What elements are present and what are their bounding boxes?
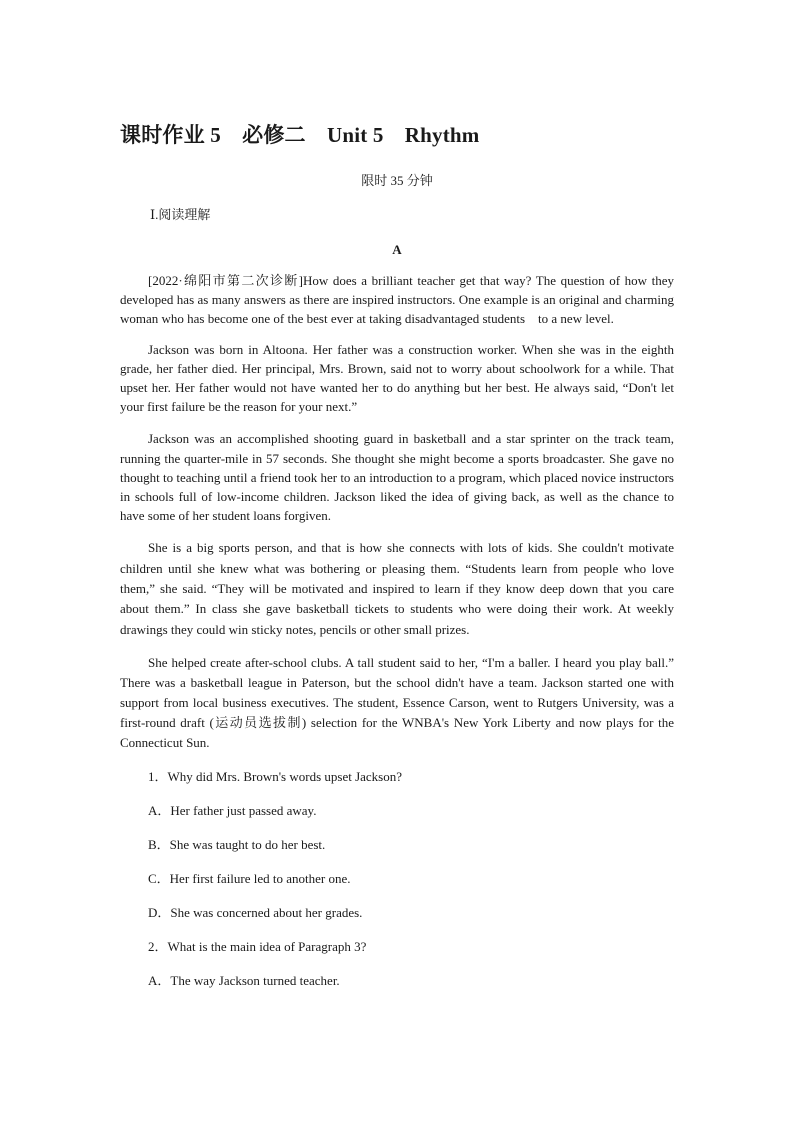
question-1-option-c: C．Her first failure led to another one. bbox=[148, 870, 351, 886]
paragraph-5: She helped create after-school clubs. A tall student said to her, “I'm a baller. I heard you play ball.” There was a basketball league in Paterson, but the school didn't have a team. Jackson started one with support from local business executives. The student, Essence Carson, went to Rutgers University, was a first-round draft (运动员选拔制) selection for the WNBA's New York Liberty and now plays for the Connecticut Sun. bbox=[120, 654, 674, 750]
time-limit: 限时 35 分钟 bbox=[361, 173, 433, 188]
question-1-option-d: D．She was concerned about her grades. bbox=[148, 904, 363, 920]
question-2-option-a: A．The way Jackson turned teacher. bbox=[148, 972, 340, 988]
paragraph-4: She is a big sports person, and that is how she connects with lots of kids. She couldn't motivate children until she knew what was bothering or pleasing them. “Students learn from people who love them,” she said. “They will be motivated and inspired to learn if they know deep down that you care about them.” In class she gave basketball tickets to students who were doing their work. At weekly drawings they could win sticky notes, pencils or other small prizes. bbox=[120, 540, 674, 637]
page-title: 课时作业 5 必修二 Unit 5 Rhythm bbox=[120, 123, 480, 147]
paragraph-2: Jackson was born in Altoona. Her father was a construction worker. When she was in the eighth grade, her father died. Her principal, Mrs. Brown, said not to worry about schoolwork for a while. That upset her. Her father would not have wanted her to do anything but her best. He always said, “Don't let your first failure be the reason for your next.” bbox=[120, 341, 674, 415]
question-1-option-a: A．Her father just passed away. bbox=[148, 802, 317, 818]
paragraph-1: [2022·绵阳市第二次诊断]How does a brilliant teacher get that way? The question of how they developed has as many answers as there are inspired instructors. One example is an original and charming woman who has become one of the best ever at taking disadvantaged students to a new level. bbox=[120, 273, 674, 327]
passage-label: A bbox=[392, 242, 402, 257]
question-1: 1．Why did Mrs. Brown's words upset Jackson? bbox=[148, 768, 403, 784]
paragraph-3: Jackson was an accomplished shooting guard in basketball and a star sprinter on the track team, running the quarter-mile in 57 seconds. She thought she might become a sports broadcaster. She gave no thought to teaching until a friend took her to an introduction to a program, which placed novice instructors in schools full of low-income children. Jackson liked the idea of giving back, as well as the chance to have some of her student loans forgiven. bbox=[120, 431, 674, 524]
question-1-option-b: B．She was taught to do her best. bbox=[148, 836, 326, 852]
worksheet-page bbox=[120, 118, 674, 990]
section-heading: Ⅰ.阅读理解 bbox=[150, 207, 211, 222]
question-2: 2．What is the main idea of Paragraph 3? bbox=[148, 938, 367, 954]
